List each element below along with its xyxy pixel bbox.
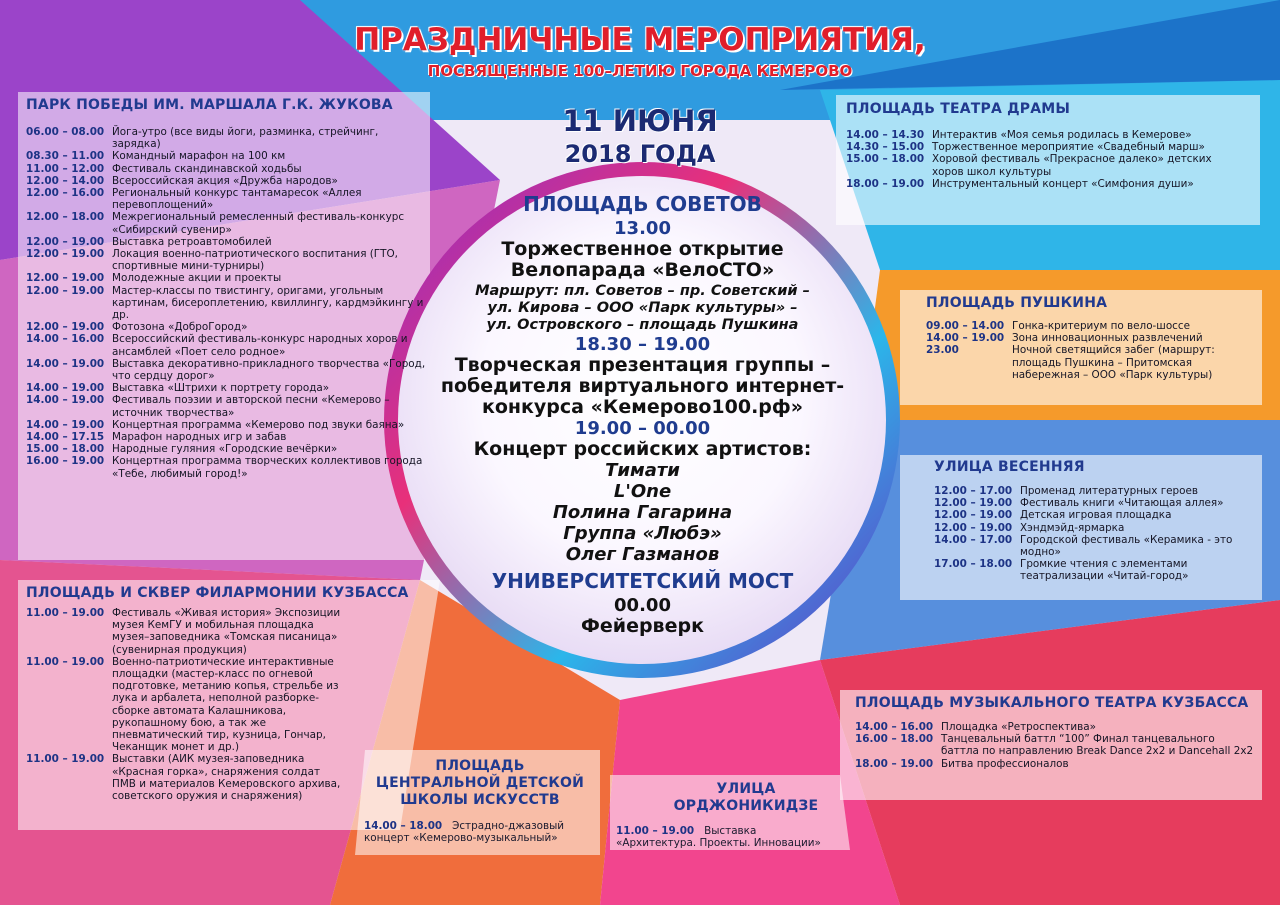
art-school-time: 14.00 – 18.00 — [364, 820, 443, 832]
park-item — [26, 126, 426, 150]
park-item-desc: Концертная программа «Кемерово под звуки баяна» — [112, 418, 405, 431]
philharmonic-item — [26, 753, 346, 802]
drama-item-time: 14.00 – 14.30 — [846, 129, 925, 141]
art-school-title-line1: ПЛОЩАДЬ — [435, 758, 525, 774]
vesennyaya-item-time: 12.00 – 19.00 — [934, 509, 1013, 522]
soviets-route-line3: ул. Островского – площадь Пушкина — [486, 317, 799, 333]
park-item — [26, 236, 426, 248]
music_theatre-item-desc: Площадка «Ретроспектива» — [941, 721, 1096, 733]
drama-item-time: 15.00 – 18.00 — [846, 153, 925, 166]
music_theatre-item — [855, 733, 1255, 757]
park-item — [26, 443, 426, 455]
park-title: ПАРК ПОБЕДЫ ИМ. МАРШАЛА Г.К. ЖУКОВА — [26, 97, 393, 113]
ordzhonikidze-section — [616, 781, 846, 849]
drama-item — [846, 178, 1246, 190]
pushkin-section — [926, 295, 1256, 381]
soviets-time-2: 18.30 – 19.00 — [574, 334, 711, 355]
music_theatre-item — [855, 721, 1255, 733]
vesennyaya-item-time: 14.00 – 17.00 — [934, 533, 1013, 546]
ordzhonikidze-time: 11.00 – 19.00 — [616, 825, 695, 837]
vesennyaya-item-desc: Променад литературных героев — [1020, 485, 1199, 497]
park-item-time: 14.00 – 17.15 — [26, 431, 105, 444]
philharmonic-item-time: 11.00 – 19.00 — [26, 753, 105, 766]
music_theatre-item-desc: Танцевальный баттл “100” Финал танцевального баттла по направлению Break Dance 2x2 и Dancehall 2x2 — [941, 733, 1254, 758]
park-item-desc: Фестиваль скандинавской ходьбы — [112, 162, 302, 175]
park-item — [26, 382, 426, 394]
vesennyaya-item-time: 17.00 – 18.00 — [934, 558, 1013, 571]
music-theatre-title: ПЛОЩАДЬ МУЗЫКАЛЬНОГО ТЕАТРА КУЗБАССА — [855, 695, 1249, 711]
philharmonic-item — [26, 607, 346, 656]
park-item-desc: Межрегиональный ремесленный фестиваль-конкурс «Сибирский сувенир» — [112, 211, 405, 236]
art-school-schedule — [364, 820, 604, 844]
vesennyaya-item — [934, 509, 1254, 521]
drama-title: ПЛОЩАДЬ ТЕАТРА ДРАМЫ — [846, 101, 1071, 117]
park-item — [26, 150, 426, 162]
park-item-time: 15.00 – 18.00 — [26, 443, 105, 456]
ordzhonikidze-desc-line1: Выставка — [704, 825, 757, 837]
vesennyaya-item-desc: Громкие чтения с элементами театрализации «Читай-город» — [1020, 558, 1189, 583]
park-item — [26, 285, 426, 322]
pushkin-title: ПЛОЩАДЬ ПУШКИНА — [926, 295, 1108, 311]
artist-1: Тимати — [605, 460, 680, 481]
park-item-desc: Молодежные акции и проекты — [112, 272, 282, 285]
pushkin-schedule — [926, 320, 1256, 381]
park-item-time: 12.00 – 19.00 — [26, 272, 105, 285]
vesennyaya-item-desc: Городской фестиваль «Керамика - это модно» — [1020, 533, 1233, 559]
vesennyaya-item — [934, 497, 1254, 509]
drama-item-desc: Торжественное мероприятие «Свадебный марш» — [932, 141, 1205, 154]
philharmonic-title: ПЛОЩАДЬ И СКВЕР ФИЛАРМОНИИ КУЗБАССА — [26, 585, 409, 601]
art-school-title-line3: ШКОЛЫ ИСКУССТВ — [400, 792, 560, 808]
park-item-desc: Фестиваль поэзии и авторской песни «Кемерово – источник творчества» — [112, 394, 390, 419]
pushkin-item-desc: Гонка-критериум по вело-шоссе — [1012, 320, 1190, 332]
park-item — [26, 187, 426, 211]
soviets-event1-line2: Велопарада «ВелоСТО» — [510, 259, 775, 281]
vesennyaya-item-desc: Хэндмэйд-ярмарка — [1020, 521, 1125, 534]
drama-item-time: 18.00 – 19.00 — [846, 177, 925, 190]
art-school-title-line2: ЦЕНТРАЛЬНОЙ ДЕТСКОЙ — [375, 775, 585, 791]
music-theatre-schedule — [855, 721, 1255, 770]
park-item — [26, 394, 426, 418]
pushkin-item — [926, 344, 1256, 381]
philharmonic-schedule — [26, 607, 346, 802]
vesennyaya-item-desc: Фестиваль книги «Читающая аллея» — [1020, 497, 1224, 510]
drama-schedule — [846, 129, 1246, 190]
park-item-time: 06.00 – 08.00 — [26, 126, 105, 138]
park-item-desc: Выставка декоративно-прикладного творчества «Город, что сердцу дорог» — [112, 357, 426, 383]
art-school-desc-line2: концерт «Кемерово-музыкальный» — [364, 832, 558, 845]
ordzhonikidze-title — [646, 781, 846, 815]
park-item — [26, 431, 426, 443]
music_theatre-item-desc: Битва профессионалов — [941, 757, 1069, 770]
park-item — [26, 272, 426, 284]
ordzhonikidze-title-line1: УЛИЦА — [716, 781, 776, 797]
drama-item-desc: Инструментальный концерт «Симфония души» — [932, 177, 1194, 190]
philharmonic-item — [26, 656, 346, 754]
park-item-time: 08.30 – 11.00 — [26, 150, 105, 163]
music_theatre-item — [855, 758, 1255, 770]
park-item — [26, 211, 426, 235]
soviets-event2-line3: конкурса «Кемерово100.рф» — [481, 396, 804, 418]
philharmonic-item-time: 11.00 – 19.00 — [26, 655, 105, 668]
philharmonic-item-desc: Военно-патриотические интерактивные площадки (мастер-класс по огневой подготовке, метанию копья, стрельбе из лука и арбалета, неполной разборке-сборке автомата Калашникова, рукопашному бою, а так же пневматический тир, кузница, Гончар, Чеканщик монет и др.) — [112, 655, 339, 754]
main-subtitle: ПОСВЯЩЕННЫЕ 100–ЛЕТИЮ ГОРОДА КЕМЕРОВО — [427, 62, 853, 80]
park-item-time: 14.00 – 16.00 — [26, 333, 105, 346]
park-item-desc: Всероссийская акция «Дружба народов» — [112, 174, 338, 187]
park-item-desc: Выставка «Штрихи к портрету города» — [112, 382, 330, 395]
park-item-time: 12.00 – 18.00 — [26, 211, 105, 224]
drama-item — [846, 129, 1246, 141]
vesennyaya-item-time: 12.00 – 19.00 — [934, 521, 1013, 534]
vesennyaya-item-time: 12.00 – 19.00 — [934, 497, 1013, 510]
drama-item-time: 14.30 – 15.00 — [846, 141, 925, 154]
vesennyaya-item — [934, 534, 1254, 558]
soviets-event2-line2: победителя виртуального интернет- — [440, 375, 845, 397]
artist-2: L'One — [613, 481, 672, 502]
music_theatre-item-time: 14.00 – 16.00 — [855, 721, 934, 733]
park-item-desc: Мастер-классы по твистингу, оригами, угольным картинам, бисероплетению, квиллингу, кардмэйкингу и др. — [112, 284, 424, 322]
vesennyaya-item — [934, 485, 1254, 497]
music_theatre-item-time: 18.00 – 19.00 — [855, 757, 934, 770]
vesennyaya-item — [934, 522, 1254, 534]
park-item-time: 16.00 – 19.00 — [26, 455, 105, 468]
vesennyaya-item — [934, 558, 1254, 582]
drama-section — [846, 101, 1246, 190]
art-school-section — [364, 758, 604, 844]
philharmonic-item-desc: Выставки (АИК музея-заповедника «Красная горка», снаряжения солдат ПМВ и материалов Кемеровского архива, советского оружия и снаряжения) — [112, 753, 341, 803]
park-item-time: 11.00 – 12.00 — [26, 162, 105, 175]
park-item — [26, 163, 426, 175]
ordzhonikidze-desc-line2: «Архитектура. Проекты. Инновации» — [616, 837, 821, 850]
park-item-time: 12.00 – 14.00 — [26, 174, 105, 187]
park-item-desc: Локация военно-патриотического воспитания (ГТО, спортивные мини-турниры) — [112, 248, 398, 273]
bridge-event: Фейерверк — [581, 615, 704, 637]
park-item-desc: Всероссийский фестиваль-конкурс народных хоров и ансамблей «Поет село родное» — [112, 333, 408, 358]
park-item — [26, 455, 426, 479]
park-item-time: 12.00 – 19.00 — [26, 284, 105, 297]
pushkin-item — [926, 332, 1256, 344]
drama-item — [846, 141, 1246, 153]
ordzhonikidze-title-line2: ОРДЖОНИКИДЗЕ — [673, 798, 819, 814]
pushkin-item-desc: Зона инновационных развлечений — [1012, 332, 1203, 345]
park-section — [26, 97, 426, 480]
pushkin-item — [926, 320, 1256, 332]
soviets-section — [420, 192, 865, 637]
park-item — [26, 321, 426, 333]
pushkin-item-time: 14.00 – 19.00 — [926, 332, 1005, 345]
park-item — [26, 333, 426, 357]
park-item-desc: Выставка ретроавтомобилей — [112, 235, 272, 248]
soviets-time-3: 19.00 – 00.00 — [574, 418, 711, 439]
vesennyaya-item-time: 12.00 – 17.00 — [934, 485, 1013, 497]
soviets-route-line2: ул. Кирова – ООО «Парк культуры» – — [487, 300, 798, 316]
drama-item — [846, 153, 1246, 177]
park-item — [26, 248, 426, 272]
soviets-title: ПЛОЩАДЬ СОВЕТОВ — [523, 192, 762, 216]
bridge-title: УНИВЕРСИТЕТСКИЙ МОСТ — [491, 569, 794, 593]
artist-3: Полина Гагарина — [552, 502, 733, 523]
soviets-event1-line1: Торжественное открытие — [501, 238, 784, 260]
park-item — [26, 175, 426, 187]
music-theatre-section — [855, 695, 1255, 770]
pushkin-item-time: 23.00 — [926, 344, 959, 357]
date-day: 11 ИЮНЯ — [562, 104, 718, 138]
park-item-time: 14.00 – 19.00 — [26, 394, 105, 407]
park-item-desc: Концертная программа творческих коллективов города «Тебе, любимый город!» — [112, 455, 423, 480]
park-item-time: 12.00 – 19.00 — [26, 235, 105, 248]
main-title: ПРАЗДНИЧНЫЕ МЕРОПРИЯТИЯ, — [354, 22, 926, 58]
art-school-desc-line1: Эстрадно-джазовый — [452, 820, 565, 832]
pushkin-item-desc: Ночной светящийся забег (маршрут: площадь Пушкина – Притомская набережная – ООО «Парк культуры) — [1012, 344, 1215, 381]
artist-5: Олег Газманов — [565, 544, 720, 565]
bridge-time: 00.00 — [614, 595, 671, 616]
park-item-desc: Региональный конкурс тантамаресок «Аллея перевоплощений» — [112, 187, 362, 212]
drama-item-desc: Интерактив «Моя семья родилась в Кемерове» — [932, 129, 1192, 141]
vesennyaya-item-desc: Детская игровая площадка — [1020, 509, 1172, 522]
music_theatre-item-time: 16.00 – 18.00 — [855, 733, 934, 746]
vesennyaya-title: УЛИЦА ВЕСЕННЯЯ — [934, 459, 1085, 475]
philharmonic-item-desc: Фестиваль «Живая история» Экспозиции музея КемГУ и мобильная площадка музея–заповедника «Томская писаница» (сувенирная продукция) — [112, 607, 341, 656]
park-item-desc: Марафон народных игр и забав — [112, 431, 287, 444]
vesennyaya-section — [934, 459, 1254, 583]
park-schedule — [26, 126, 426, 480]
park-item-desc: Народные гуляния «Городские вечёрки» — [112, 443, 338, 456]
park-item-time: 14.00 – 19.00 — [26, 357, 105, 370]
park-item-time: 12.00 – 19.00 — [26, 321, 105, 334]
artist-4: Группа «Любэ» — [563, 523, 722, 544]
soviets-time-1: 13.00 — [614, 218, 671, 239]
park-item-time: 14.00 – 19.00 — [26, 418, 105, 431]
park-item — [26, 358, 426, 382]
park-item-desc: Командный марафон на 100 км — [112, 150, 286, 163]
park-item — [26, 419, 426, 431]
date-year: 2018 ГОДА — [564, 140, 716, 168]
vesennyaya-schedule — [934, 485, 1254, 583]
park-item-desc: Йога-утро (все виды йоги, разминка, стрейчинг, зарядка) — [112, 126, 379, 151]
philharmonic-item-time: 11.00 – 19.00 — [26, 607, 105, 619]
park-item-time: 12.00 – 16.00 — [26, 187, 105, 200]
soviets-route-line1: Маршрут: пл. Советов – пр. Советский – — [475, 283, 810, 299]
park-item-desc: Фотозона «ДоброГород» — [112, 321, 248, 334]
drama-item-desc: Хоровой фестиваль «Прекрасное далеко» детских хоров школ культуры — [932, 153, 1212, 178]
soviets-event3: Концерт российских артистов: — [473, 438, 812, 460]
pushkin-item-time: 09.00 – 14.00 — [926, 320, 1005, 332]
park-item-time: 14.00 – 19.00 — [26, 382, 105, 395]
art-school-title — [356, 758, 604, 809]
ordzhonikidze-schedule — [616, 825, 846, 849]
soviets-event2-line1: Творческая презентация группы – — [454, 354, 831, 376]
park-item-time: 12.00 – 19.00 — [26, 248, 105, 261]
